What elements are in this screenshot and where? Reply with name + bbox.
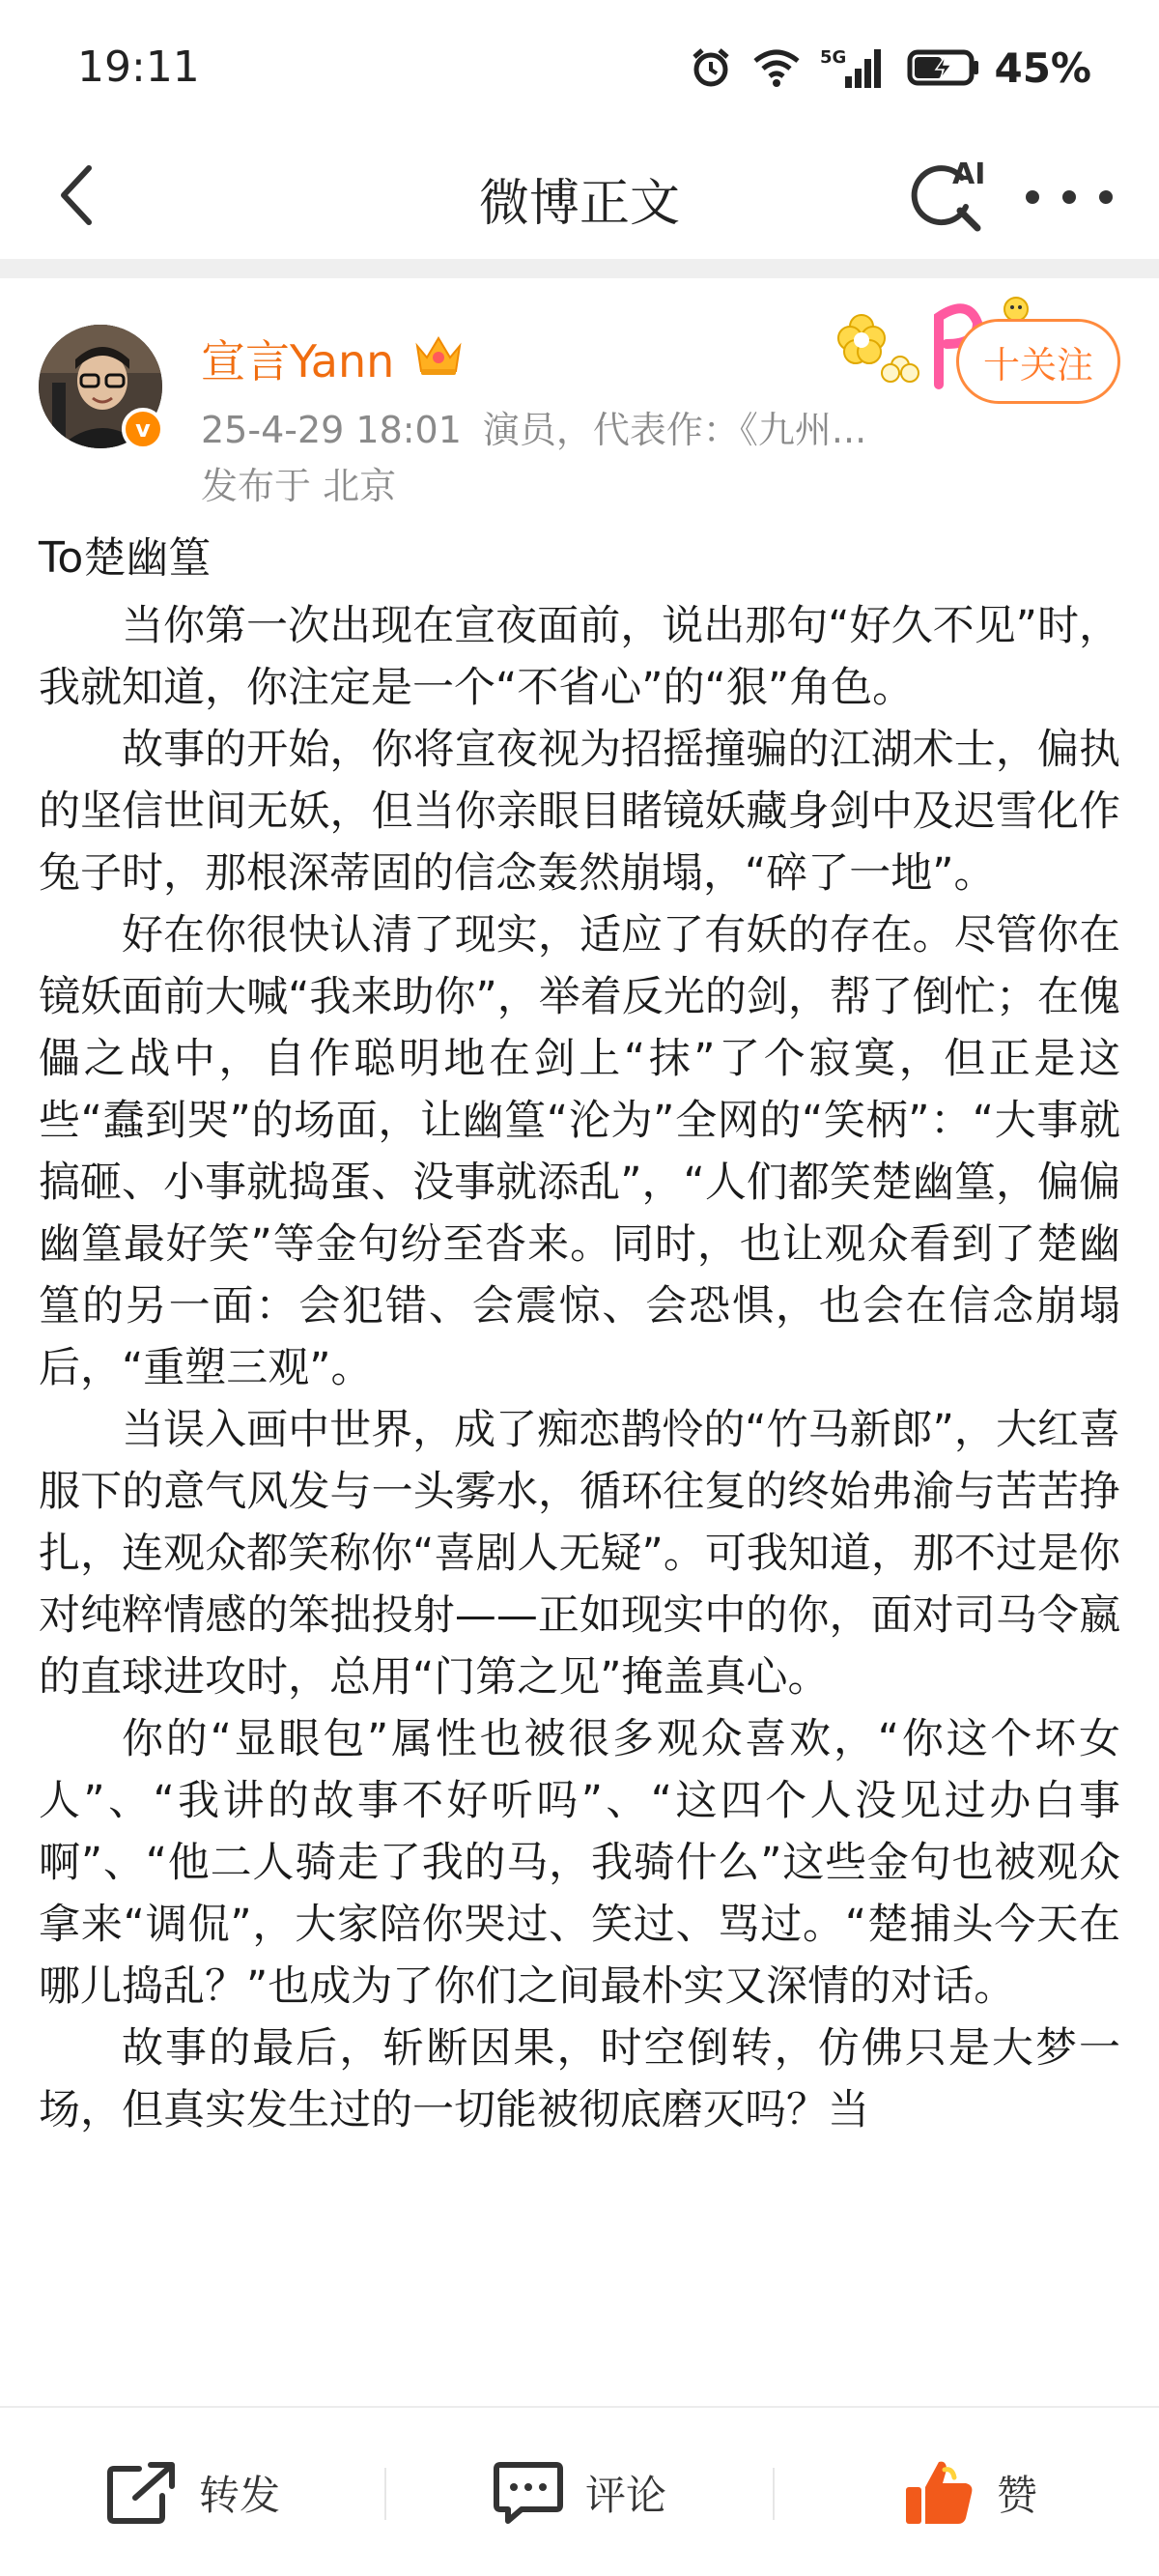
status-time: 19:11 bbox=[77, 43, 200, 92]
ai-search-icon bbox=[902, 151, 995, 243]
battery-level: 45% bbox=[994, 43, 1091, 92]
battery-icon bbox=[907, 48, 980, 87]
follow-button[interactable]: 十关注 bbox=[956, 319, 1120, 404]
verified-badge-icon: v bbox=[122, 408, 164, 450]
crown-icon bbox=[413, 332, 464, 377]
like-label: 赞 bbox=[997, 2472, 1038, 2519]
svg-text:AI: AI bbox=[952, 157, 986, 191]
network-type: 5G bbox=[820, 47, 847, 68]
more-dot-icon bbox=[1099, 190, 1113, 204]
repost-icon bbox=[106, 2461, 178, 2525]
author-bio: 演员，代表作：《九州... bbox=[482, 409, 867, 451]
like-button[interactable] bbox=[902, 2454, 1037, 2532]
more-dot-icon bbox=[1062, 190, 1076, 204]
post-meta bbox=[201, 400, 866, 453]
post-paragraph: 好在你很快认清了现实，适应了有妖的存在。尽管你在镜妖面前大喊“我来助你”，举着反光的剑，帮了倒忙；在傀儡之战中，自作聪明地在剑上“抹”了个寂寞，但正是这些“蠢到哭”的场面，让幽篁“沦为”全网的“笑柄”：“大事就搞砸、小事就捣蛋、没事就添乱”，“人们都笑楚幽篁，偏偏幽篁最好笑”等金句纷至沓来。同时，也让观众看到了楚幽篁的另一面：会犯错、会震惊、会恐惧，也会在信念崩塌后，“重塑三观”。 bbox=[39, 911, 1120, 1392]
page-title: 微博正文 bbox=[478, 175, 680, 233]
comment-button[interactable] bbox=[493, 2454, 666, 2532]
toolbar-divider bbox=[384, 2468, 386, 2520]
comment-label: 评论 bbox=[585, 2472, 667, 2519]
repost-button[interactable] bbox=[106, 2454, 280, 2532]
nav-header bbox=[0, 135, 1159, 251]
wifi-icon bbox=[752, 47, 801, 88]
post-paragraph: 当误入画中世界，成了痴恋鹊怜的“竹马新郎”，大红喜服下的意气风发与一头雾水，循环往复的终始弗渝与苦苦挣扎，连观众都笑称你“喜剧人无疑”。可我知道，那不过是你对纯粹情感的笨拙投射——正如现实中的你，面对司马令嬴的直球进攻时，总用“门第之见”掩盖真心。 bbox=[39, 1406, 1120, 1702]
repost-label: 转发 bbox=[199, 2472, 281, 2519]
post-paragraph: 当你第一次出现在宣夜面前，说出那句“好久不见”时，我就知道，你注定是一个“不省心”的“狠”角色。 bbox=[39, 602, 1120, 712]
more-button[interactable] bbox=[1026, 168, 1113, 226]
thumbs-up-icon bbox=[902, 2458, 975, 2528]
alarm-icon bbox=[689, 45, 733, 90]
ai-search-button[interactable] bbox=[902, 151, 995, 243]
author-name[interactable]: 宣言Yann bbox=[201, 335, 395, 387]
more-dot-icon bbox=[1026, 190, 1039, 204]
post-content bbox=[39, 530, 1120, 2141]
post-paragraph: 故事的开始，你将宣夜视为招摇撞骗的江湖术士，偏执的坚信世间无妖，但当你亲眼目睹镜妖藏身剑中及迟雪化作兔子时，那根深蒂固的信念轰然崩塌，“碎了一地”。 bbox=[39, 726, 1120, 898]
status-bar bbox=[0, 0, 1159, 135]
toolbar-divider bbox=[773, 2468, 775, 2520]
bottom-toolbar bbox=[0, 2406, 1159, 2576]
post-location: 发布于 北京 bbox=[201, 465, 397, 507]
comment-icon bbox=[493, 2461, 564, 2525]
status-icons bbox=[689, 39, 1091, 97]
post-heading: To楚幽篁 bbox=[39, 533, 212, 583]
post-paragraph: 你的“显眼包”属性也被很多观众喜欢，“你这个坏女人”、“我讲的故事不好听吗”、“这四个人没见过办白事啊”、“他二人骑走了我的马，我骑什么”这些金句也被观众拿来“调侃”，大家陪你哭过、笑过、骂过。“楚捕头今天在哪儿捣乱？”也成为了你们之间最朴实又深情的对话。 bbox=[39, 1715, 1120, 2011]
post-paragraph: 故事的最后，斩断因果，时空倒转，仿佛只是大梦一场，但真实发生过的一切能被彻底磨灭吗？当 bbox=[39, 2024, 1120, 2134]
section-divider bbox=[0, 259, 1159, 278]
post-timestamp: 25-4-29 18:01 bbox=[201, 409, 462, 451]
signal-5g-icon bbox=[820, 45, 888, 90]
